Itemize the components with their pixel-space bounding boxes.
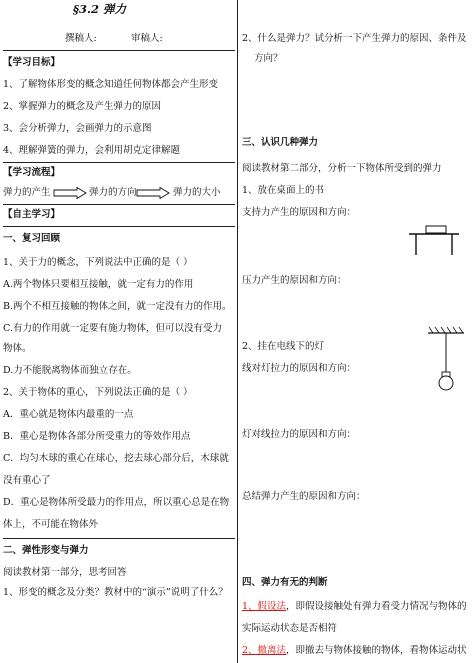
- option-a: A．重心就是物体内最重的一点: [3, 409, 134, 420]
- goals-heading: 【学习目标】: [3, 57, 61, 68]
- goal-item: 1、了解物体形变的概念知道任何物体都会产生形变: [3, 79, 219, 90]
- lamp-pull-prompt: 灯对线拉力的原因和方向：: [242, 429, 357, 440]
- column-divider: [237, 0, 238, 663]
- review-heading: 一、复习回顾: [3, 233, 61, 244]
- method-1: [242, 600, 470, 614]
- item-1: 1、放在桌面上的书: [242, 185, 325, 196]
- right-column: [242, 0, 470, 663]
- option-b: B．重心是物体各部分所受重力的等效作用点: [3, 431, 191, 442]
- question-4: 2、什么是弹力？试分析一下产生弹力的原因、条件及: [242, 33, 467, 44]
- option-d-cont: 体上，不可能在物体外: [3, 519, 99, 530]
- method-2-text: ，即撤去与物体接触的物体，看物体运动状: [286, 645, 467, 656]
- question-2: 2、关于物体的重心，下列说法正确的是（ ）: [3, 387, 193, 398]
- section-2-heading: 二、弹性形变与弹力: [3, 545, 89, 556]
- section-4-heading: 四、弹力有无的判断: [242, 577, 328, 588]
- question-4-cont: 方向？: [254, 53, 283, 64]
- support-force-prompt: 支持力产生的原因和方向：: [242, 207, 357, 218]
- question-3: 1、形变的概念及分类？教材中的“演示”说明了什么？: [3, 587, 228, 598]
- assumption-method-label: 1、假设法: [242, 601, 287, 612]
- section-3-heading: 三、认识几种弹力: [242, 137, 319, 148]
- left-column: [3, 0, 235, 663]
- divider-line: [3, 226, 235, 227]
- option-c-cont: 物体。: [3, 343, 32, 354]
- method-2: [242, 644, 470, 658]
- option-d: D.力不能脱离物体而独立存在。: [3, 365, 137, 376]
- goal-item: 4、理解弹簧的弹力，会利用胡克定律解题: [3, 145, 181, 156]
- reading-instruction: 阅读教材第一部分，思考回答: [3, 567, 127, 578]
- flow-step: 弹力的方向: [89, 187, 137, 198]
- option-c: C．均匀木球的重心在球心，挖去球心部分后，木球就: [3, 453, 229, 464]
- reviewer-label: 审稿人:: [131, 33, 163, 44]
- wire-pull-prompt: 线对灯拉力的原因和方向：: [242, 363, 357, 374]
- option-c-cont: 没有重心了: [3, 475, 51, 486]
- author-label: 撰稿人:: [65, 33, 97, 44]
- divider-line: [3, 538, 235, 539]
- option-c: C.有力的作用就一定要有施力物体，但可以没有受力: [3, 323, 222, 334]
- goal-item: 2、掌握弹力的概念及产生弹力的原因: [3, 101, 162, 112]
- pressure-force-prompt: 压力产生的原因和方向：: [242, 275, 347, 286]
- method-1-text: ，即假设接触处有弹力看受力情况与物体的: [286, 601, 467, 612]
- divider-line: [3, 50, 235, 51]
- reading-instruction: 阅读教材第二部分，分析一下物体所受到的弹力: [242, 163, 442, 174]
- flow-step: 弹力的产生: [3, 187, 51, 198]
- arrow-icon: [136, 187, 170, 199]
- hanging-lamp-icon: [426, 326, 466, 392]
- self-study-heading: 【自主学习】: [3, 209, 61, 220]
- method-1-cont: 实际运动状态是否相符: [242, 623, 338, 634]
- option-a: A.两个物体只要相互接触，就一定有力的作用: [3, 279, 194, 290]
- goal-item: 3、会分析弹力，会画弹力的示意图: [3, 123, 152, 134]
- arrow-icon: [53, 187, 87, 199]
- option-b: B.两个不相互接触的物体之间，就一定没有力的作用。: [3, 301, 232, 312]
- item-2: 2、挂在电线下的灯: [242, 341, 325, 352]
- divider-line: [3, 204, 235, 205]
- flow-step: 弹力的大小: [173, 187, 221, 198]
- book-on-table-icon: [408, 224, 460, 256]
- question-1: 1、关于力的概念，下列说法中正确的是（ ）: [3, 257, 193, 268]
- divider-line: [3, 162, 235, 163]
- summary-prompt: 总结弹力产生的原因和方向：: [242, 491, 366, 502]
- flow-heading: 【学习流程】: [3, 167, 61, 178]
- page-title: §3.2 弹力: [73, 2, 127, 16]
- removal-method-label: 2、撤离法: [242, 645, 287, 656]
- option-d: D．重心是物体所受最力的作用点，所以重心总是在物: [3, 497, 230, 508]
